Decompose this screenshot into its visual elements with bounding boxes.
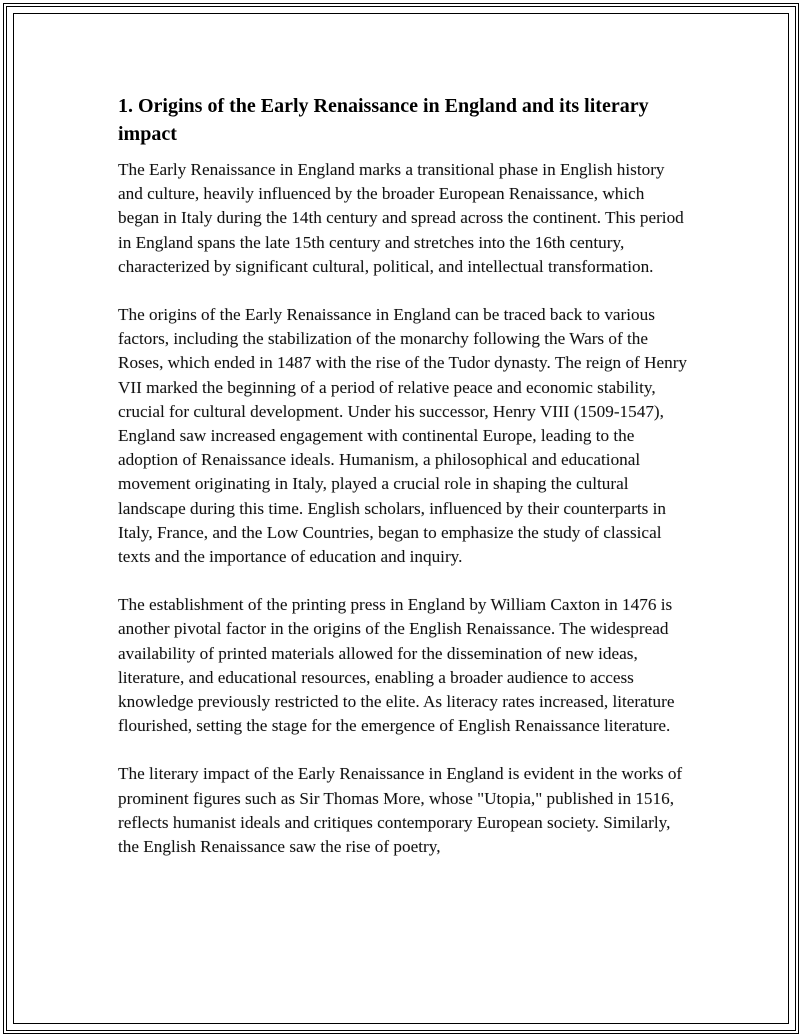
paragraph-1: The Early Renaissance in England marks a transitional phase in English history and culture, heavily influenced by the broader European Renaissance, which began in Italy during the 14th century and spread across the continent. This period in England spans the late 15th century and stretches into the 16th century, characterized by significant cultural, political, and intellectual transformation.: [118, 160, 684, 276]
paragraph-2: The origins of the Early Renaissance in England can be traced back to various factors, including the stabilization of the monarchy following the Wars of the Roses, which ended in 1487 with the rise of the Tudor dynasty. The reign of Henry VII marked the beginning of a period of relative peace and economic stability, crucial for cultural development. Under his successor, Henry VIII (1509-1547), England saw increased engagement with continental Europe, leading to the adoption of Renaissance ideals. Humanism, a philosophical and educational movement originating in Italy, played a crucial role in shaping the cultural landscape during this time. English scholars, influenced by their counterparts in Italy, France, and the Low Countries, began to emphasize the study of classical texts and the importance of education and inquiry.: [118, 305, 688, 567]
paragraph-3: The establishment of the printing press in England by William Caxton in 1476 is another pivotal factor in the origins of the English Renaissance. The widespread availability of printed materials allowed for the dissemination of new ideas, literature, and educational resources, enabling a broader audience to access knowledge previously restricted to the elite. As literacy rates increased, literature flourished, setting the stage for the emergence of English Renaissance literature.: [118, 595, 675, 736]
document-body: [118, 92, 688, 883]
paragraph-4: The literary impact of the Early Renaissance in England is evident in the works of prominent figures such as Sir Thomas More, whose "Utopia," published in 1516, reflects humanist ideals and critiques contemporary European society. Similarly, the English Renaissance saw the rise of poetry,: [118, 764, 683, 857]
section-heading: 1. Origins of the Early Renaissance in England and its literary impact: [118, 95, 649, 145]
